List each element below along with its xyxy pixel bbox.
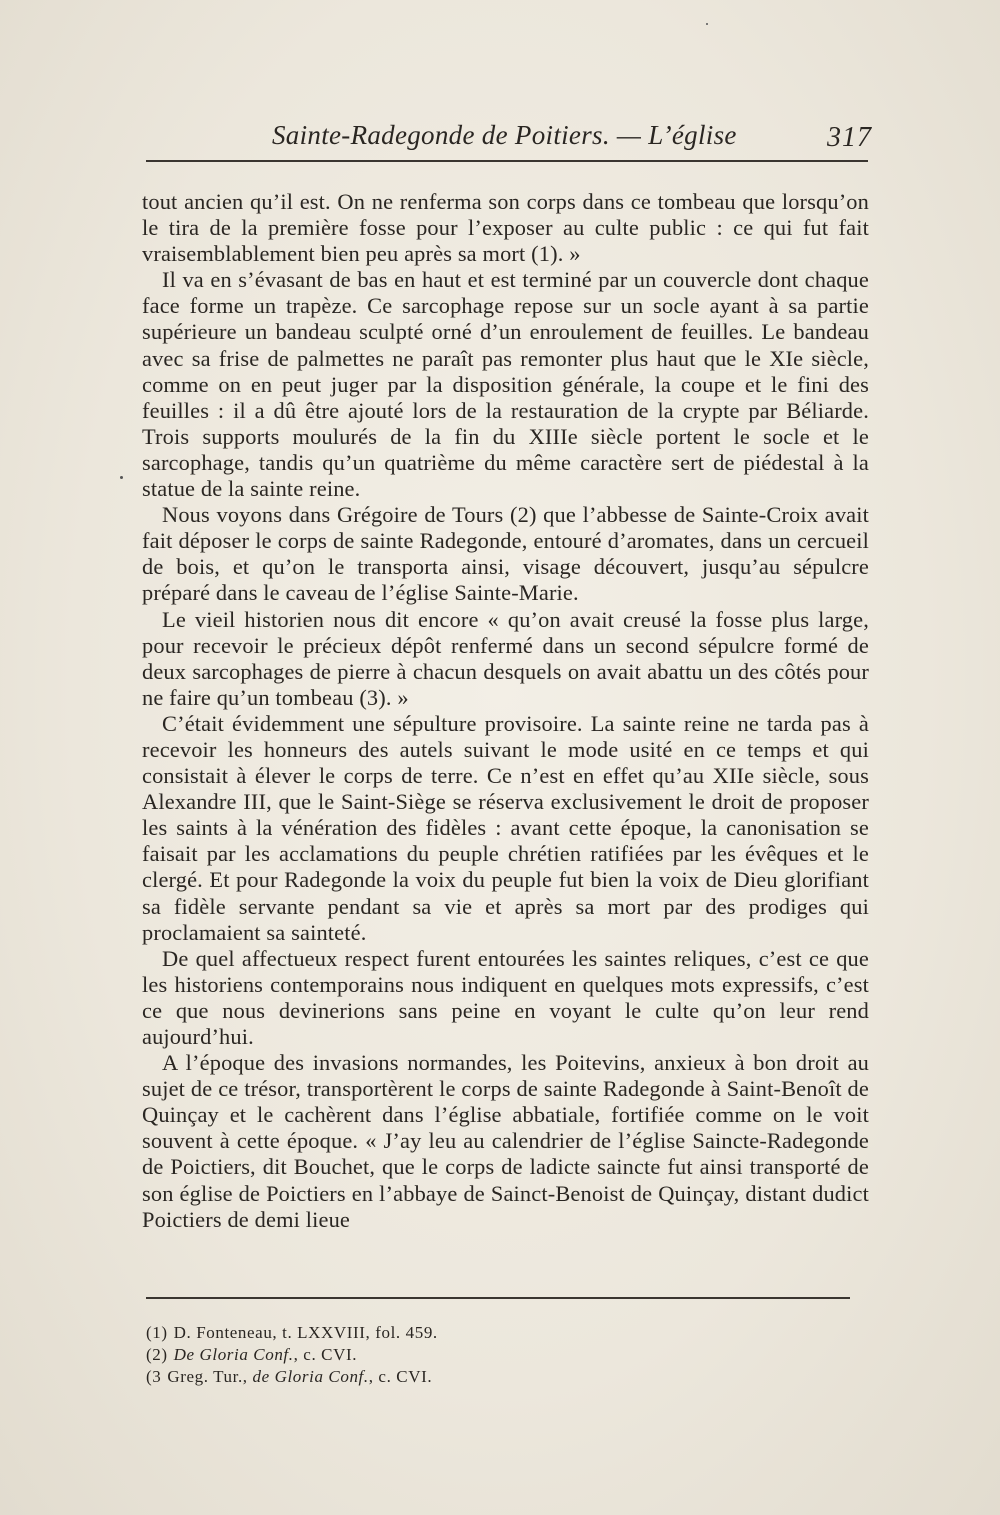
page-number: 317	[827, 122, 872, 153]
body-text	[142, 189, 869, 1233]
footnote-text: , c. CVI.	[368, 1367, 433, 1386]
paragraph: De quel affectueux respect furent entourées les saintes reliques, c’est ce que les historiens contemporains nous indiquent en quelques mots expressifs, c’est ce que nous devinerions sans peine en voyant le culte qu’on leur rend aujourd’hui.	[142, 945, 869, 1049]
footnote-title: De Gloria Conf.	[173, 1345, 294, 1364]
paragraph: C’était évidemment une sépulture provisoire. La sainte reine ne tarda pas à recevoir les honneurs des autels suivant le mode usité en ce temps et qui consistait à élever le corps de terre. Ce n’est en effet qu’au XIIe siècle, sous Alexandre III, que le Saint-Siège se réserva exclusivement le droit de proposer les saints à la vénération des fidèles : avant cette époque, la canonisation se faisait par les acclamations du peuple chrétien ratifiées par les évêques et le clergé. Et pour Radegonde la voix du peuple fut bien la voix de Dieu glorifiant sa fidèle servante pendant sa vie et après sa mort par des prodiges qui proclamaient sa sainteté.	[142, 710, 869, 945]
footnote-text: , c. CVI.	[293, 1345, 358, 1364]
footnote	[146, 1344, 746, 1366]
footnote-text: D. Fonteneau, t. LXXVIII, fol. 459.	[173, 1323, 438, 1342]
paragraph: tout ancien qu’il est. On ne renferma son corps dans ce tombeau que lorsqu’on le tira de la première fosse pour l’exposer au culte public : ce qui fut fait vraisemblablement bien peu après sa mort (1). »	[142, 189, 869, 267]
paragraph: Nous voyons dans Grégoire de Tours (2) que l’abbesse de Sainte-Croix avait fait déposer le corps de sainte Radegonde, entouré d’aromates, dans un cercueil de bois, et qu’on le transporta ainsi, visage découvert, jusqu’au sépulcre préparé dans le caveau de l’église Sainte-Marie.	[142, 502, 869, 606]
footnote-mark: (3	[146, 1367, 162, 1386]
footnotes	[146, 1322, 746, 1388]
paragraph: A l’époque des invasions normandes, les Poitevins, anxieux à bon droit au sujet de ce trésor, transportèrent le corps de sainte Radegonde à Saint-Benoît de Quinçay et le cachèrent dans l’église abbatiale, fortifiée comme on le voit souvent à cette époque. « J’ay leu au calendrier de l’église Saincte-Radegonde de Poictiers, dit Bouchet, que le corps de ladicte saincte fut ainsi transporté de son église de Poictiers en l’abbaye de Sainct-Benoist de Quinçay, distant dudict Poictiers de demi lieue	[142, 1050, 869, 1232]
footnote-lead: Greg. Tur.,	[167, 1367, 253, 1386]
footnote	[146, 1366, 746, 1388]
paragraph: Le vieil historien nous dit encore « qu’on avait creusé la fosse plus large, pour recevoir le précieux dépôt renfermé dans un second sépulcre formé de deux sarcophages de pierre à chacun desquels on avait abattu un des côtés pour ne faire qu’un tombeau (3). »	[142, 606, 869, 710]
paper-speck	[120, 476, 123, 479]
running-title: Sainte-Radegonde de Poitiers. — L’église	[272, 120, 737, 150]
header-rule	[146, 160, 868, 162]
footnote-mark: (1)	[146, 1323, 168, 1342]
footnote-mark: (2)	[146, 1345, 168, 1364]
paper-speck	[706, 23, 708, 25]
running-head	[140, 112, 878, 162]
footnote-title: de Gloria Conf.	[252, 1367, 369, 1386]
footnote	[146, 1322, 746, 1344]
footnote-rule	[146, 1297, 850, 1299]
paragraph: Il va en s’évasant de bas en haut et est terminé par un couvercle dont chaque face forme un trapèze. Ce sarcophage repose sur un socle ayant à sa partie supérieure un bandeau sculpté orné d’un enroulement de feuilles. Le bandeau avec sa frise de palmettes ne paraît pas remonter plus haut que le XIe siècle, comme on en peut juger par la disposition générale, la coupe et le fini des feuilles : il a dû être ajouté lors de la restauration de la crypte par Béliarde. Trois supports moulurés de la fin du XIIIe siècle portent le socle et le sarcophage, tandis qu’un quatrième du même caractère sert de piédestal à la statue de la sainte reine.	[142, 267, 869, 502]
